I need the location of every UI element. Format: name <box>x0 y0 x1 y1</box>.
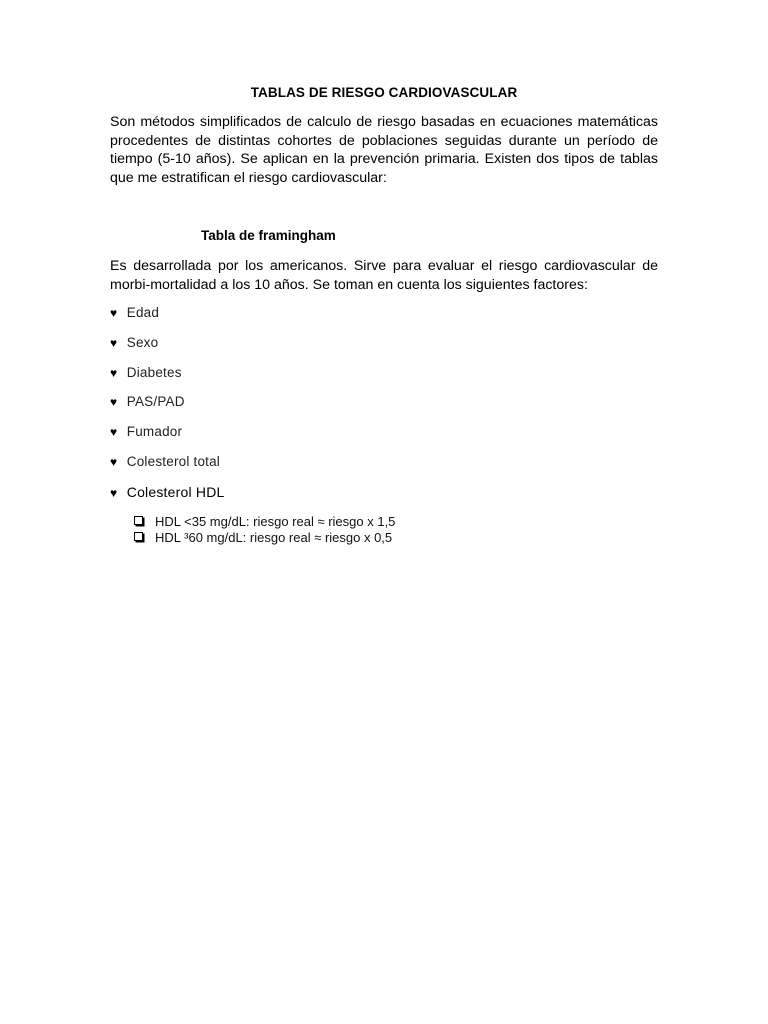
checkbox-bullet-icon <box>134 532 143 541</box>
factor-label: Colesterol HDL <box>126 484 225 500</box>
factor-item <box>110 335 158 351</box>
heart-bullet-icon: ♥ <box>110 366 118 380</box>
heart-bullet-icon: ♥ <box>110 395 118 409</box>
heart-bullet-icon: ♥ <box>110 336 118 350</box>
factor-item <box>110 454 220 470</box>
factor-item <box>110 305 159 321</box>
factor-item <box>110 394 185 410</box>
heart-bullet-icon: ♥ <box>110 486 118 500</box>
hdl-note <box>133 530 392 546</box>
factor-item <box>110 424 182 440</box>
section-title: Tabla de framingham <box>201 228 336 243</box>
hdl-note <box>133 514 395 530</box>
factor-label: Fumador <box>126 424 183 439</box>
hdl-note-text: HDL ³60 mg/dL: riesgo real ≈ riesgo x 0,5 <box>155 530 393 545</box>
factor-label: Colesterol total <box>126 454 221 469</box>
factor-label: Diabetes <box>126 365 182 380</box>
factor-label: Edad <box>126 305 160 320</box>
hdl-note-text: HDL <35 mg/dL: riesgo real ≈ riesgo x 1,5 <box>155 514 396 529</box>
document-title: TABLAS DE RIESGO CARDIOVASCULAR <box>250 85 518 100</box>
checkbox-bullet-icon <box>134 516 143 525</box>
factor-label: Sexo <box>126 335 159 350</box>
heart-bullet-icon: ♥ <box>110 455 118 469</box>
heart-bullet-icon: ♥ <box>110 306 118 320</box>
heart-bullet-icon: ♥ <box>110 425 118 439</box>
factor-item <box>110 484 225 501</box>
section-paragraph: Es desarrollada por los americanos. Sirve para evaluar el riesgo cardiovascular de morbi-mortalidad a los 10 años. Se toman en cuenta los siguientes factores: <box>110 258 658 293</box>
factor-item <box>110 365 182 381</box>
factor-label: PAS/PAD <box>126 394 185 409</box>
intro-paragraph: Son métodos simplificados de calculo de riesgo basadas en ecuaciones matemáticas procedentes de distintas cohortes de poblaciones seguidas durante un período de tiempo (5-10 años). Se aplican en la prevención primaria. Existen dos tipos de tablas que me estratifican el riesgo cardiovascular: <box>110 114 658 186</box>
